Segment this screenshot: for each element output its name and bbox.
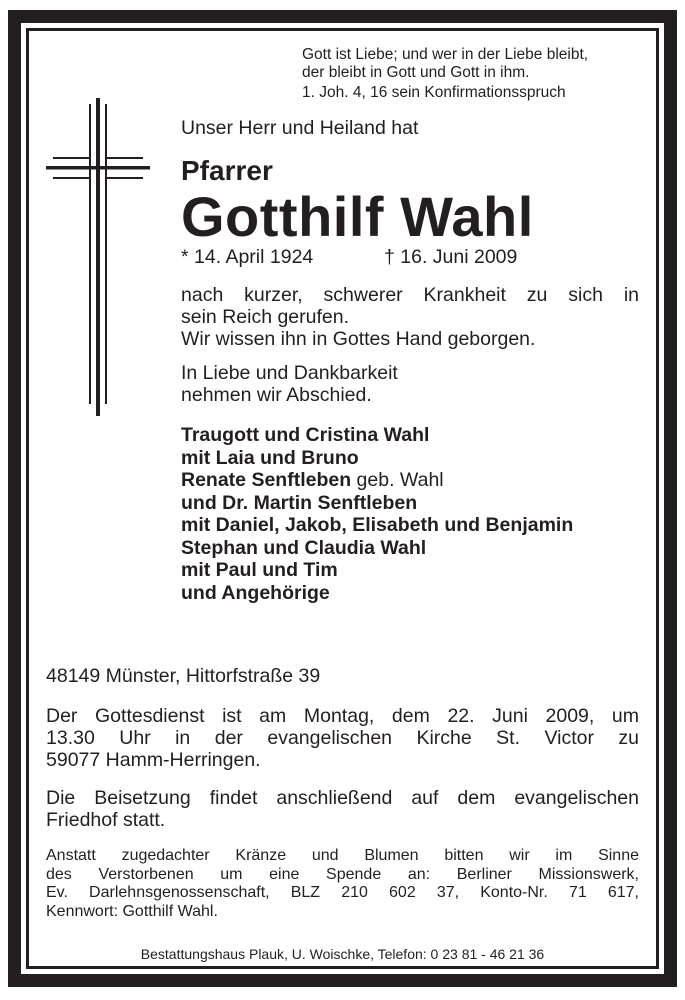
family-line: und Angehörige xyxy=(181,581,330,604)
service-line: Der Gottesdienst ist am Montag, dem 22. Juni 2009, um xyxy=(46,705,639,727)
donation-line: des Verstorbenen um eine Spende an: Berliner Missionswerk, xyxy=(46,865,639,883)
message-line: nach kurzer, schwerer Krankheit zu sich in xyxy=(181,284,639,306)
details-section xyxy=(46,665,639,921)
family-name: Renate Senftleben xyxy=(181,469,352,491)
address: 48149 Münster, Hittorfstraße 39 xyxy=(46,665,321,687)
donation-line: Ev. Darlehnsgenossenschaft, BLZ 210 602 37, Konto-Nr. 71 617, xyxy=(46,884,639,901)
bible-verse xyxy=(302,46,642,102)
life-dates xyxy=(181,246,639,268)
family-line: mit Paul und Tim xyxy=(181,559,338,581)
donation-line: Kennwort: Gotthilf Wahl. xyxy=(46,902,218,920)
family-line: mit Laia und Bruno xyxy=(181,446,359,469)
family-line: Traugott und Cristina Wahl xyxy=(181,424,430,446)
announcement xyxy=(181,117,639,604)
donation-line: Anstatt zugedachter Kränze und Blumen bitten wir im Sinne xyxy=(46,847,639,864)
burial-paragraph xyxy=(46,787,639,831)
burial-line: Friedhof statt. xyxy=(46,809,166,831)
family-line: mit Daniel, Jakob, Elisabeth und Benjamin xyxy=(181,514,574,536)
intro-text: Unser Herr und Heiland hat xyxy=(181,117,419,139)
service-line: 59077 Hamm-Herringen. xyxy=(46,749,261,771)
family-line: und Dr. Martin Senftleben xyxy=(181,491,418,514)
birth-date: * 14. April 1924 xyxy=(181,246,314,268)
message-paragraph xyxy=(181,284,639,350)
message-line: Wir wissen ihn in Gottes Hand geborgen. xyxy=(181,328,536,350)
family-line xyxy=(181,469,639,492)
deceased-title: Pfarrer xyxy=(181,155,273,186)
service-line: 13.30 Uhr in der evangelischen Kirche St. Victor zu xyxy=(46,727,639,749)
verse-reference: 1. Joh. 4, 16 sein Konfirmationsspruch xyxy=(302,84,566,101)
family-line: Stephan und Claudia Wahl xyxy=(181,536,427,559)
farewell-line: In Liebe und Dankbarkeit xyxy=(181,362,398,384)
service-paragraph xyxy=(46,705,639,771)
farewell-paragraph xyxy=(181,362,639,406)
deceased-name: Gotthilf Wahl xyxy=(181,185,534,248)
death-date: † 16. Juni 2009 xyxy=(384,246,518,268)
burial-line: Die Beisetzung findet anschließend auf dem evangelischen xyxy=(46,787,639,809)
verse-line: der bleibt in Gott und Gott in ihm. xyxy=(302,64,530,81)
maiden-name: geb. Wahl xyxy=(351,469,444,491)
verse-line: Gott ist Liebe; und wer in der Liebe bleibt, xyxy=(302,46,589,63)
donation-paragraph xyxy=(46,847,639,921)
undertaker-contact: Bestattungshaus Plauk, U. Woischke, Telefon: 0 23 81 - 46 21 36 xyxy=(140,946,545,962)
cross-icon xyxy=(46,98,150,416)
family-list xyxy=(181,424,639,604)
farewell-line: nehmen wir Abschied. xyxy=(181,384,372,406)
message-line: sein Reich gerufen. xyxy=(181,306,350,328)
